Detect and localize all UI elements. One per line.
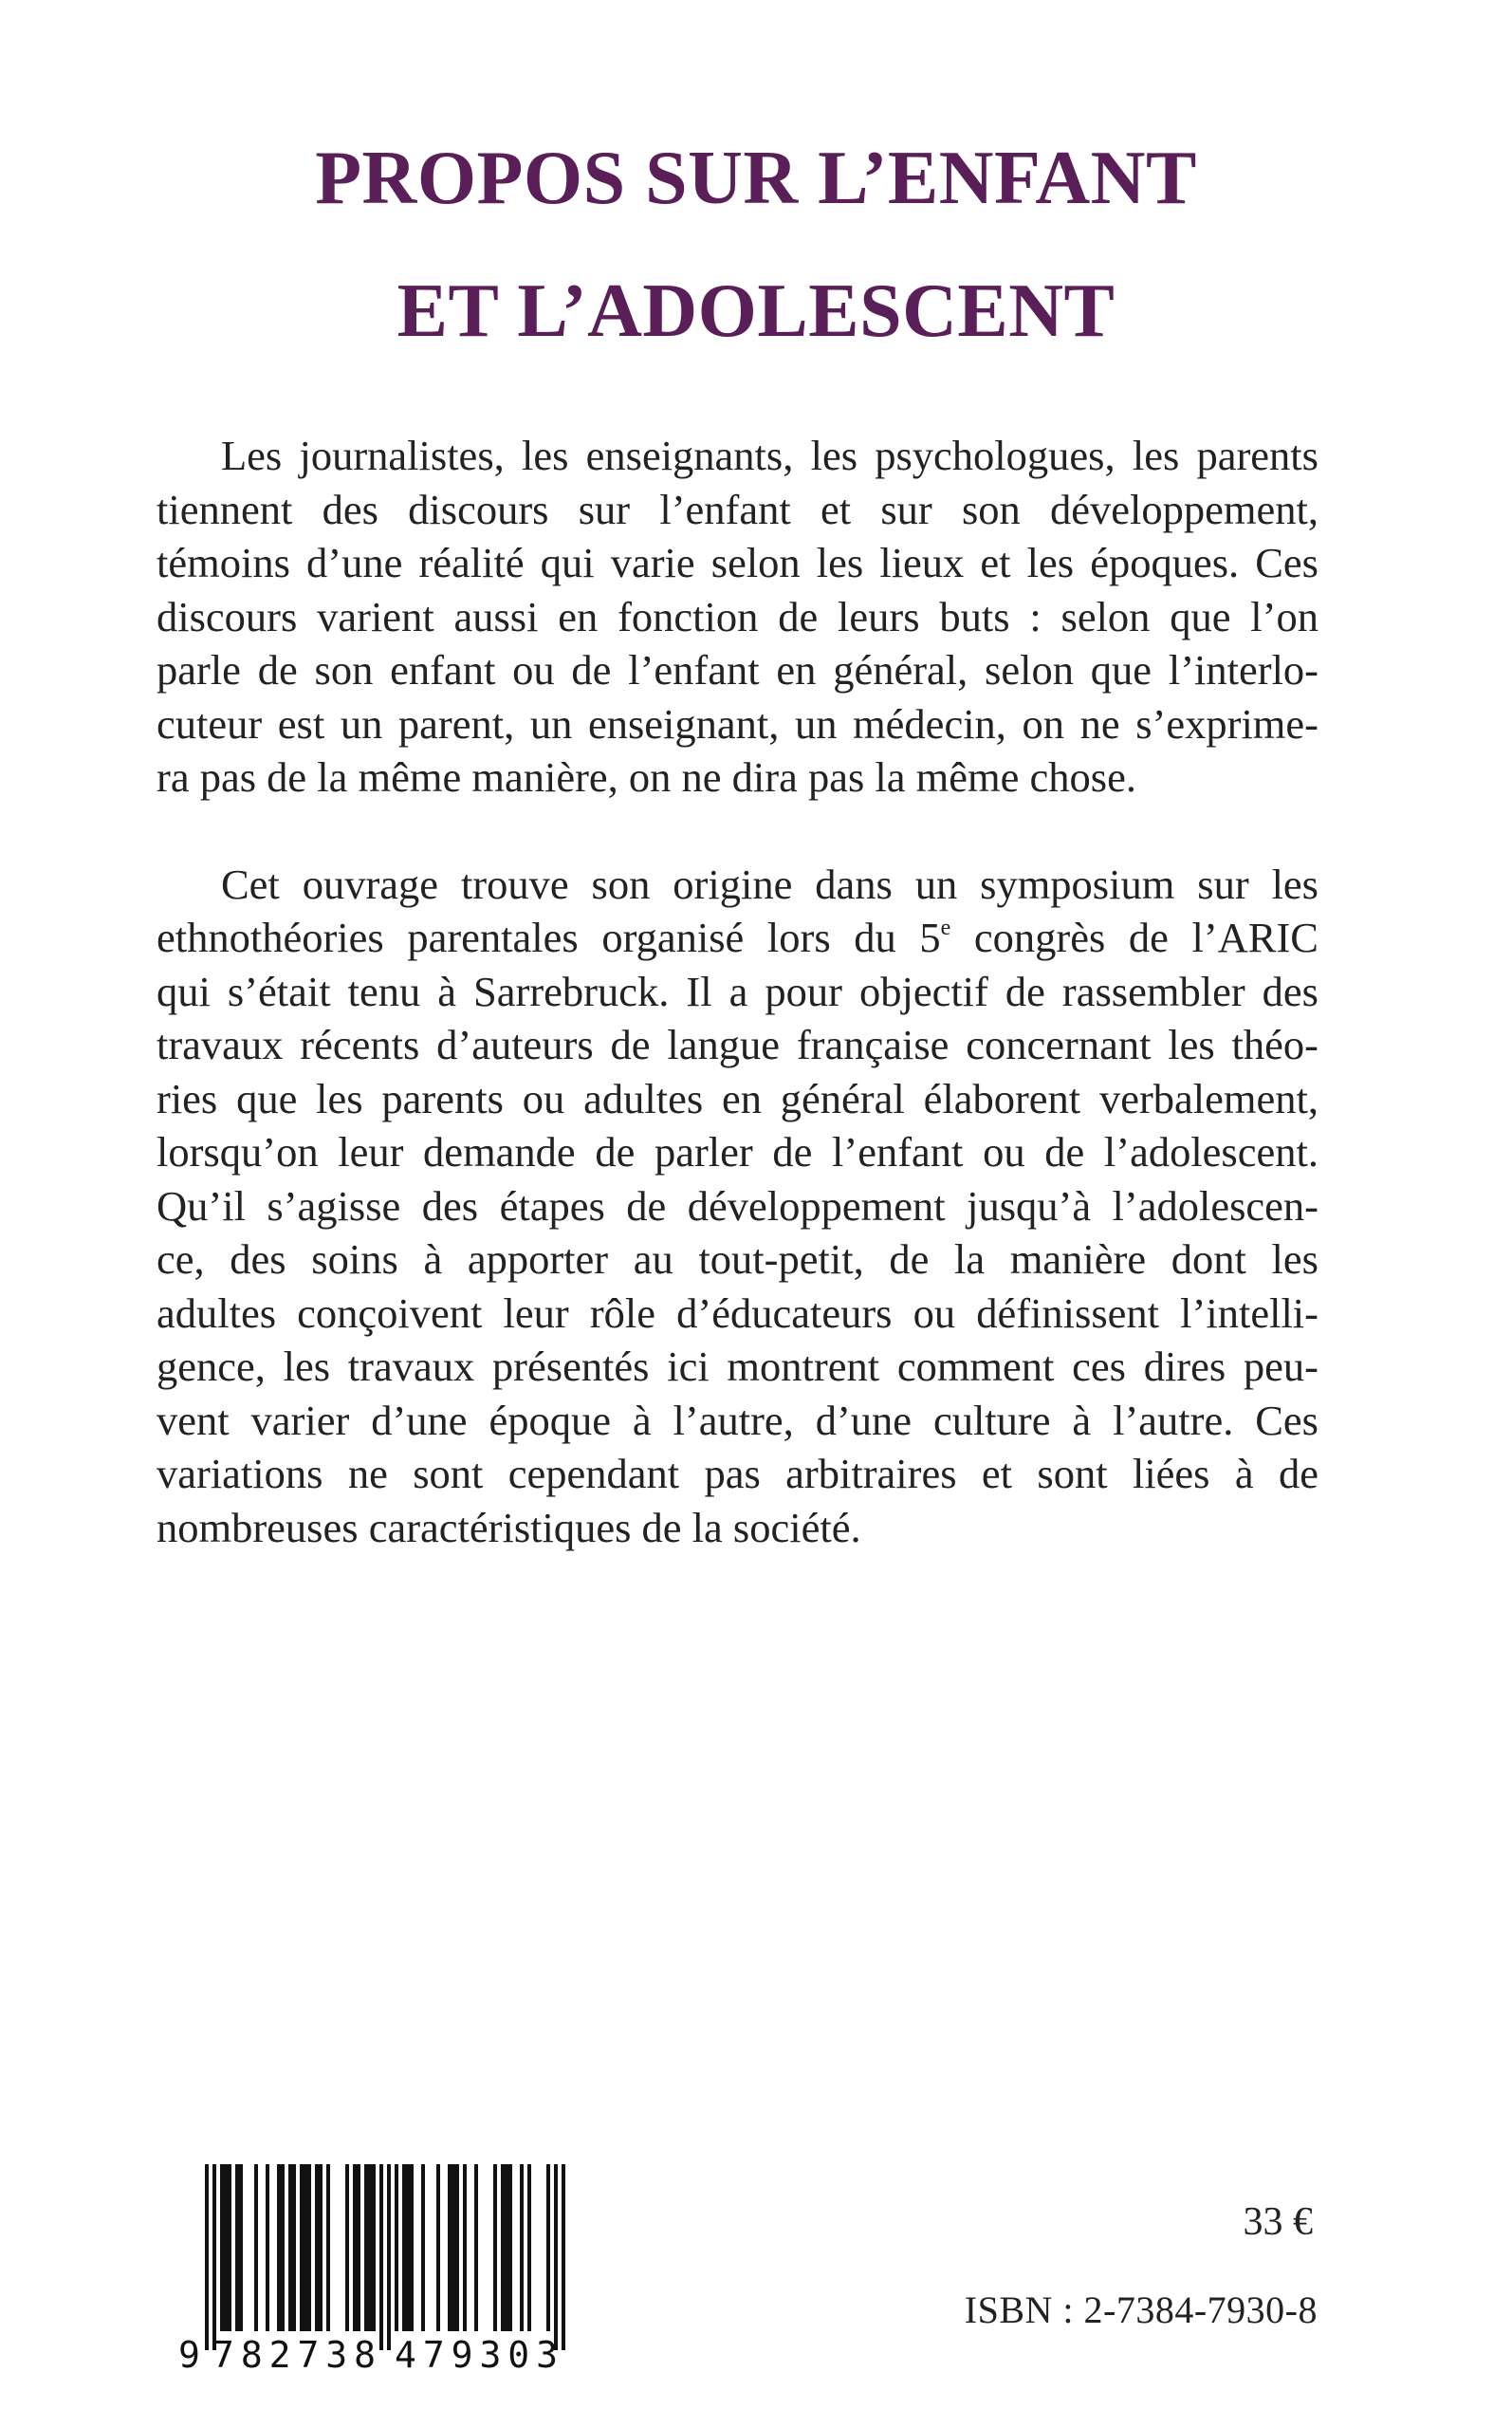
superscript: e [940, 916, 951, 940]
text-fragment: congrès de l’ARIC [950, 914, 1318, 961]
barcode-bar [224, 2164, 228, 2331]
title-line-2: ET L’ADOLESCENT [396, 269, 1116, 353]
text-line: cuteur est un parent, un enseignant, un médecin, on ne s’exprime- [157, 699, 1318, 748]
barcode-bar [307, 2164, 311, 2331]
barcode-bar [345, 2164, 349, 2331]
text-fragment: ethnothéories parentales organisé lors du 5 [157, 914, 941, 961]
barcode-bar [379, 2164, 383, 2350]
barcode-bar [493, 2164, 497, 2331]
barcode-bar [474, 2164, 478, 2331]
barcode-bar [520, 2164, 524, 2331]
text-line: nombreuses caractéristiques de la société. [157, 1503, 861, 1551]
barcode-digits-left: 782738 [212, 2334, 376, 2375]
text-line: vent varier d’une époque à l’autre, d’une culture à l’autre. Ces [157, 1396, 1318, 1444]
barcode-bar [421, 2164, 425, 2331]
text-line [157, 911, 1318, 965]
barcode-bar [239, 2164, 243, 2331]
blurb [157, 429, 1318, 1554]
title-line-1: PROPOS SUR L’ENFANT [315, 137, 1197, 220]
barcode-bar [463, 2164, 467, 2331]
barcode-bar [254, 2164, 258, 2331]
text-line: témoins d’une réalité qui varie selon les lieux et les époques. Ces [157, 539, 1318, 586]
text-line: lorsqu’on leur demande de parler de l’enfant ou de l’adolescent. [157, 1128, 1318, 1176]
barcode-graphic [171, 2160, 588, 2375]
barcode-bar [452, 2164, 455, 2331]
text-line: gence, les travaux présentés ici montrent comment ces dires peu- [157, 1343, 1318, 1390]
barcode-bar [353, 2164, 357, 2331]
price: 33 € [1243, 2200, 1313, 2244]
barcode-bar [554, 2164, 558, 2350]
text-line: Les journalistes, les enseignants, les psychologues, les parents [221, 432, 1318, 479]
barcode-bar [266, 2164, 269, 2331]
text-line: adultes conçoivent leur rôle d’éducateurs ou définissent l’intelli- [157, 1288, 1318, 1337]
text-line: Cet ouvrage trouve son origine dans un symposium sur les [221, 860, 1318, 908]
text-line: travaux récents d’auteurs de langue française concernant les théo- [157, 1021, 1318, 1068]
barcode-bar [508, 2164, 512, 2331]
barcode-bar [357, 2164, 360, 2331]
barcode-bar [455, 2164, 459, 2331]
text-line: ce, des soins à apporter au tout-petit, de la manière dont les [157, 1235, 1318, 1283]
barcode-bar [410, 2164, 414, 2331]
barcode-bar [212, 2164, 216, 2350]
text-line: ra pas de la même manière, on ne dira pas la même chose. [157, 753, 1136, 801]
blurb-paragraph-1 [157, 429, 1318, 805]
barcode-bar [319, 2164, 323, 2331]
text-line: discours varient aussi en fonction de leurs buts : selon que l’on [157, 592, 1318, 640]
barcode-bar [364, 2164, 368, 2331]
barcode-bar [288, 2164, 292, 2331]
barcode-bar [315, 2164, 319, 2331]
barcode-bar [436, 2164, 440, 2331]
barcode-bar [235, 2164, 239, 2331]
barcode-bar [326, 2164, 330, 2331]
barcode-bar [546, 2164, 550, 2331]
text-line: ries que les parents ou adultes en général élaborent verbalement, [157, 1074, 1318, 1122]
barcode-bar [505, 2164, 508, 2331]
barcode-bar [406, 2164, 410, 2331]
barcode-bar [562, 2164, 565, 2350]
barcode-bar [527, 2164, 531, 2331]
barcode-bar [228, 2164, 231, 2331]
barcode-bar [300, 2164, 304, 2331]
barcode-bar [448, 2164, 452, 2331]
barcode-bar [368, 2164, 372, 2331]
barcode-bar [387, 2164, 391, 2350]
barcode-bar [277, 2164, 281, 2331]
blurb-paragraph-2 [157, 858, 1318, 1555]
barcode-bars [205, 2164, 565, 2350]
text-line: Qu’il s’agisse des étapes de développement jusqu’à l’adolescen- [157, 1181, 1318, 1230]
barcode-bar [395, 2164, 398, 2331]
barcode-bar [220, 2164, 224, 2331]
barcode-bar [281, 2164, 285, 2331]
text-line: tiennent des discours sur l’enfant et sur son développement, [157, 485, 1318, 533]
isbn-number: ISBN : 2-7384-7930-8 [964, 2289, 1318, 2331]
barcode-bar [304, 2164, 307, 2331]
barcode-digits-right: 479303 [395, 2334, 558, 2375]
text-line: qui s’était tenu à Sarrebruck. Il a pour objectif de rassembler des [157, 967, 1318, 1015]
text-line: parle de son enfant ou de l’enfant en général, selon que l’interlo- [157, 646, 1318, 694]
barcode-bar [292, 2164, 296, 2331]
barcode-bar [402, 2164, 406, 2331]
barcode-bar [372, 2164, 376, 2331]
barcode-digit-lead: 9 [178, 2334, 200, 2375]
barcode-bar [501, 2164, 505, 2331]
barcode-bar [205, 2164, 209, 2350]
text-line: variations ne sont cependant pas arbitraires et sont liées à de [157, 1450, 1318, 1497]
book-title [0, 112, 1512, 378]
isbn-barcode [171, 2160, 588, 2375]
